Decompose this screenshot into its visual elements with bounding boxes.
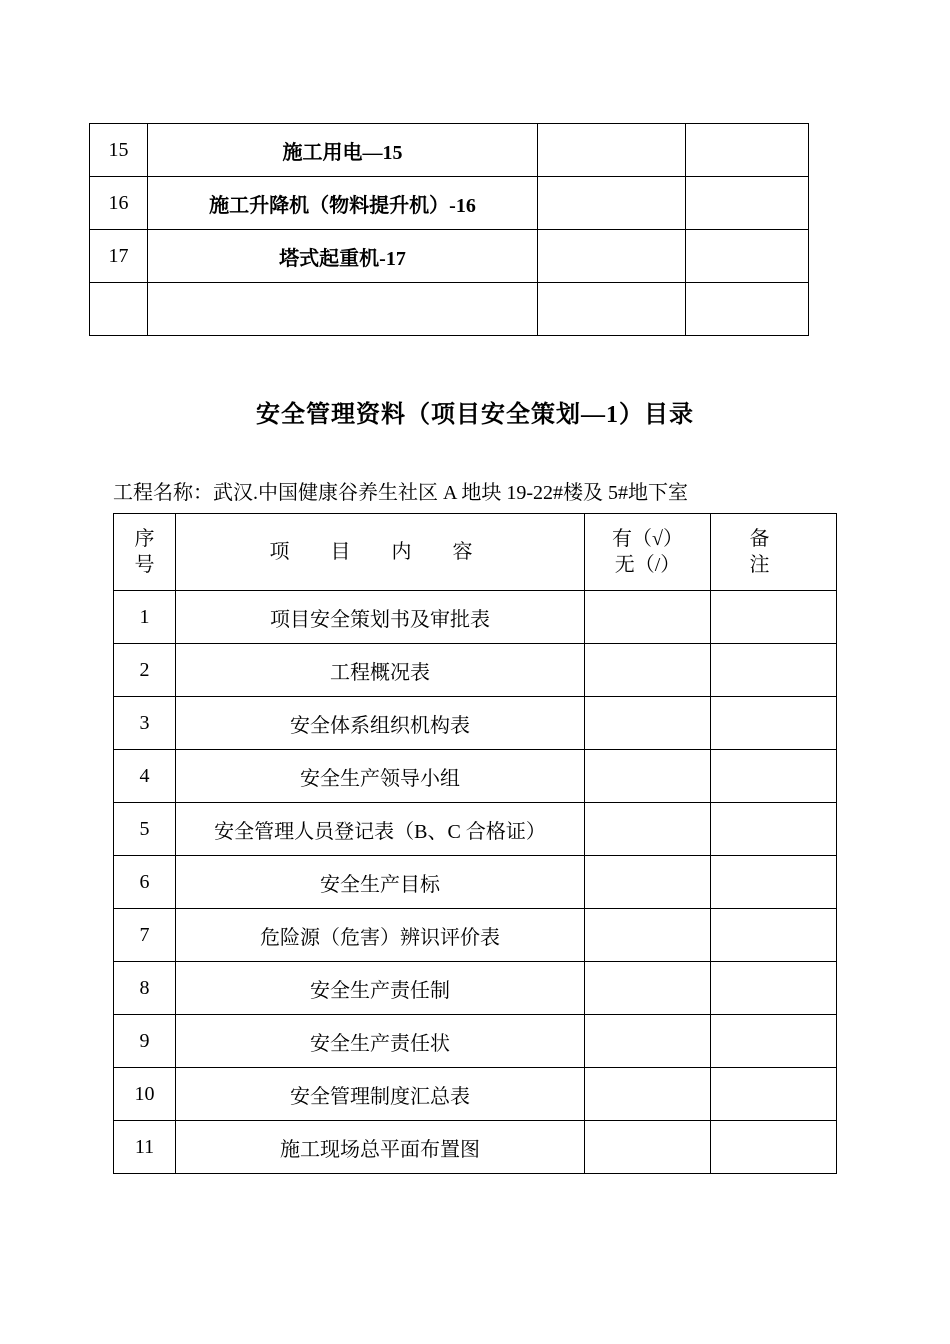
row-has-cell (538, 124, 686, 177)
table-row (114, 697, 837, 750)
row-item-name: 塔式起重机-17 (148, 230, 538, 283)
row-number: 1 (114, 591, 176, 644)
table-row (114, 750, 837, 803)
row-note-cell (711, 962, 837, 1015)
table-row (90, 124, 809, 177)
row-number: 3 (114, 697, 176, 750)
header-content: 项 目 内 容 (176, 514, 585, 591)
header-number-line1: 序 (134, 528, 155, 550)
row-number: 6 (114, 856, 176, 909)
row-has-cell (538, 230, 686, 283)
row-number: 2 (114, 644, 176, 697)
row-note-cell (686, 230, 809, 283)
row-item-name: 安全生产责任制 (176, 962, 585, 1015)
row-note-cell (686, 283, 809, 336)
row-item-name: 危险源（危害）辨识评价表 (176, 909, 585, 962)
row-note-cell (711, 1015, 837, 1068)
row-number: 7 (114, 909, 176, 962)
row-number: 17 (90, 230, 148, 283)
row-number: 4 (114, 750, 176, 803)
row-has-cell (585, 750, 711, 803)
row-note-cell (711, 1068, 837, 1121)
row-number: 9 (114, 1015, 176, 1068)
row-item-name: 安全生产目标 (176, 856, 585, 909)
row-has-cell (585, 591, 711, 644)
row-note-cell (711, 750, 837, 803)
table-row (114, 803, 837, 856)
table-row (114, 856, 837, 909)
document-title: 安全管理资料（项目安全策划—1）目录 (256, 402, 694, 428)
row-number: 8 (114, 962, 176, 1015)
table-row (114, 591, 837, 644)
row-number: 16 (90, 177, 148, 230)
table-row (114, 1121, 837, 1174)
header-note: 备 注 (711, 514, 837, 591)
continued-table (89, 123, 809, 336)
row-item-name: 施工升降机（物料提升机）-16 (148, 177, 538, 230)
table-row (114, 1068, 837, 1121)
header-has-line1: 有（√） (612, 528, 683, 550)
table-row (90, 283, 809, 336)
row-item-name: 安全体系组织机构表 (176, 697, 585, 750)
header-has-line2: 无（/） (614, 554, 681, 576)
row-has-cell (585, 856, 711, 909)
row-number: 11 (114, 1121, 176, 1174)
row-has-cell (585, 909, 711, 962)
row-note-cell (711, 697, 837, 750)
row-item-name: 项目安全策划书及审批表 (176, 591, 585, 644)
row-has-cell (585, 697, 711, 750)
row-has-cell (538, 177, 686, 230)
row-has-cell (585, 803, 711, 856)
row-item-name: 工程概况表 (176, 644, 585, 697)
table-row (114, 644, 837, 697)
row-item-name: 安全生产责任状 (176, 1015, 585, 1068)
row-has-cell (585, 644, 711, 697)
row-has-cell (585, 1068, 711, 1121)
row-note-cell (711, 909, 837, 962)
table-row (114, 1015, 837, 1068)
table-row (90, 177, 809, 230)
header-has (585, 514, 711, 591)
table-header-row (114, 514, 837, 591)
row-number: 5 (114, 803, 176, 856)
row-note-cell (711, 1121, 837, 1174)
row-has-cell (585, 962, 711, 1015)
row-item-name: 安全生产领导小组 (176, 750, 585, 803)
row-note-cell (686, 177, 809, 230)
row-has-cell (538, 283, 686, 336)
row-item-name: 施工用电—15 (148, 124, 538, 177)
row-note-cell (711, 644, 837, 697)
row-number: 15 (90, 124, 148, 177)
header-number (114, 514, 176, 591)
table-row (90, 230, 809, 283)
row-item-name: 安全管理人员登记表（B、C 合格证） (176, 803, 585, 856)
row-has-cell (585, 1015, 711, 1068)
header-number-line2: 号 (134, 554, 155, 576)
row-note-cell (686, 124, 809, 177)
row-note-cell (711, 803, 837, 856)
catalog-table (113, 513, 837, 1174)
row-note-cell (711, 591, 837, 644)
row-number (90, 283, 148, 336)
project-name-line: 工程名称：武汉.中国健康谷养生社区 A 地块 19-22#楼及 5#地下室 (113, 482, 688, 504)
row-has-cell (585, 1121, 711, 1174)
row-item-name: 施工现场总平面布置图 (176, 1121, 585, 1174)
table-row (114, 962, 837, 1015)
table-row (114, 909, 837, 962)
row-item-name: 安全管理制度汇总表 (176, 1068, 585, 1121)
row-item-name (148, 283, 538, 336)
row-number: 10 (114, 1068, 176, 1121)
row-note-cell (711, 856, 837, 909)
